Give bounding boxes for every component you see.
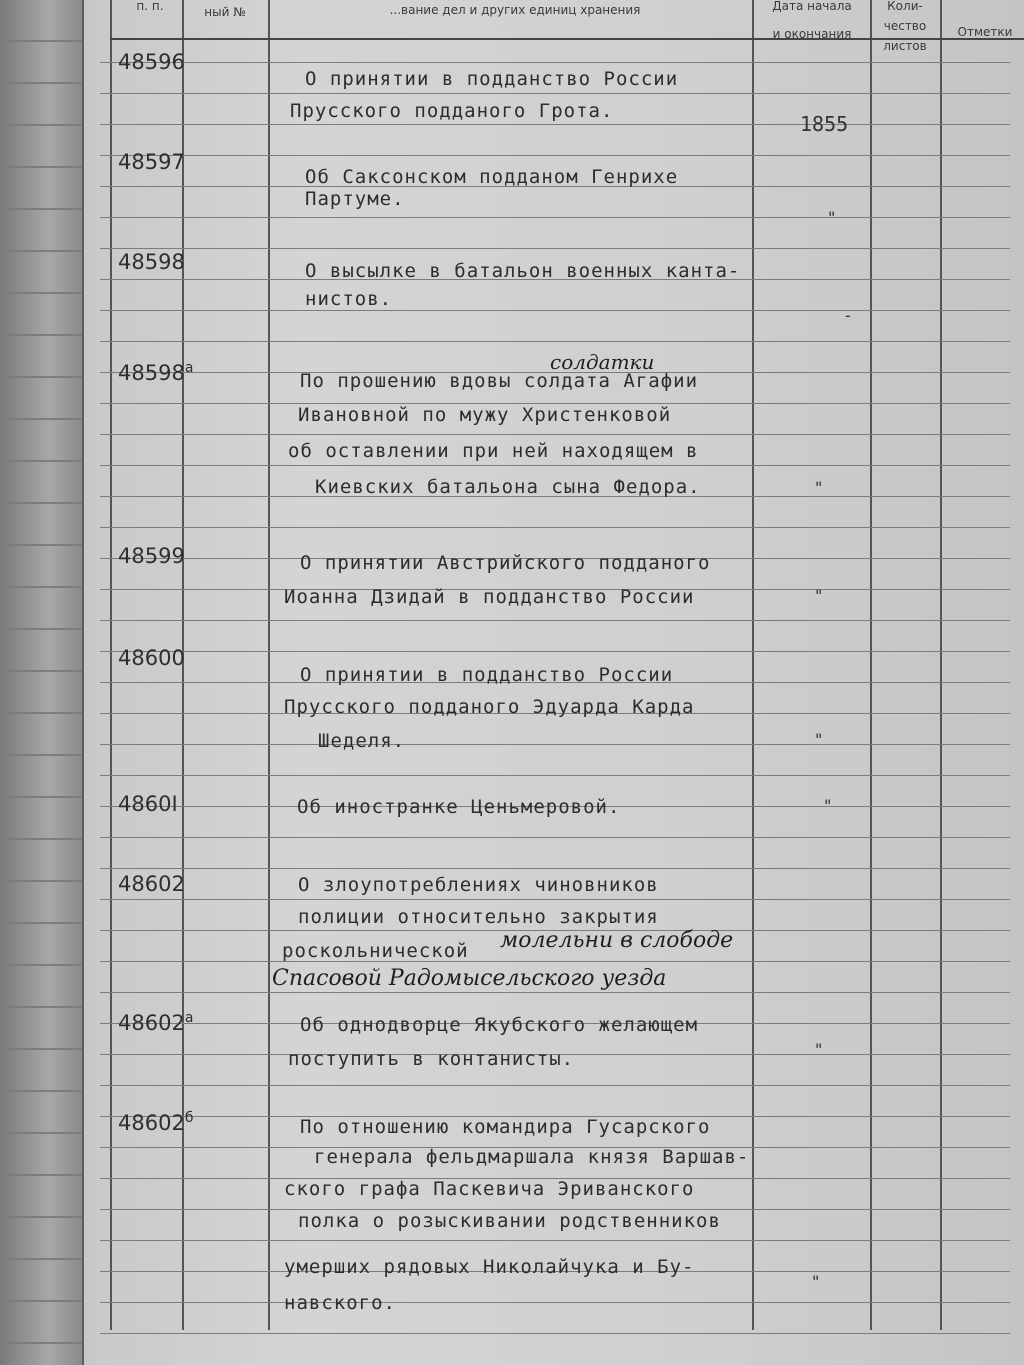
ruling-line	[100, 1333, 1010, 1334]
row-desc-line: О злоупотреблениях чиновников	[298, 874, 659, 896]
row-number	[118, 1110, 268, 1135]
row-desc-line: генерала фельдмаршала князя Варшав-	[314, 1146, 750, 1168]
row-desc-line: Киевских батальона сына Федора.	[315, 476, 701, 498]
row-number	[118, 360, 268, 385]
row-date: "	[815, 586, 823, 605]
ruling-line	[100, 465, 1010, 466]
row-desc-line: поступить в контанисты.	[288, 1048, 575, 1070]
handwritten-correction: солдатки	[550, 350, 655, 374]
row-number-value: 48602	[118, 1111, 185, 1135]
ruling-line	[100, 620, 1010, 621]
column-rule	[870, 0, 872, 1330]
header-dates-line2: и окончания	[772, 27, 852, 41]
row-desc-line: Иоанна Дзидай в подданство России	[284, 586, 695, 608]
ruling-line	[100, 93, 1010, 94]
row-desc-line: полка о розыскивании родственников	[298, 1210, 721, 1232]
row-number: 4860I	[118, 792, 178, 816]
row-desc-line: Партуме.	[305, 188, 405, 210]
header-col-title: ...вание дел и других единиц хранения	[389, 3, 641, 17]
row-date: 1855	[800, 112, 849, 136]
row-desc-line: навского.	[284, 1292, 396, 1314]
header-col-sheets	[872, 0, 938, 56]
ruling-line	[100, 527, 1010, 528]
header-dates-line1: Дата начала	[772, 0, 852, 13]
row-number: 48599	[118, 544, 185, 568]
header-col-notes: Отметки	[957, 25, 1013, 39]
ruling-line	[100, 775, 1010, 776]
ruling-line	[100, 961, 1010, 962]
row-number-suffix: а	[184, 1010, 194, 1026]
row-desc-line: ского графа Паскевича Эриванского	[284, 1178, 695, 1200]
row-date: "	[815, 478, 823, 497]
row-date: "	[815, 730, 823, 749]
row-number-value: 48602	[118, 1011, 185, 1035]
column-rule	[110, 0, 112, 1330]
row-number: 48600	[118, 646, 185, 670]
row-desc-line: По отношению командира Гусарского	[300, 1116, 711, 1138]
row-desc-line: О принятии в подданство России	[305, 68, 679, 90]
row-desc-line: умерших рядовых Николайчука и Бу-	[284, 1256, 695, 1278]
header-sheets-line2: чество	[883, 19, 927, 33]
row-number-value: 48598	[118, 361, 185, 385]
ruling-line	[100, 434, 1010, 435]
ruling-line	[100, 899, 1010, 900]
ruling-line	[100, 310, 1010, 311]
row-desc-line: Об иностранке Ценьмеровой.	[297, 796, 621, 818]
row-desc-line: Об Саксонском подданом Генрихе	[305, 166, 679, 188]
row-desc-line: Ивановной по мужу Христенковой	[298, 404, 672, 426]
handwritten-line: Спасовой Радомысельского уезда	[272, 966, 667, 991]
ruling-line	[100, 992, 1010, 993]
ruling-line	[100, 1240, 1010, 1241]
row-number: 48597	[118, 150, 185, 174]
header-col-dates	[756, 0, 868, 44]
ruling-line	[100, 744, 1010, 745]
book-binding	[0, 0, 84, 1365]
header-col-inventory: ный №	[204, 5, 246, 19]
row-desc-line: По прошению вдовы солдата Агафии	[300, 370, 699, 392]
ruling-line	[100, 1302, 1010, 1303]
row-desc-line: нистов.	[305, 288, 393, 310]
column-rule	[268, 0, 270, 1330]
ruling-line	[100, 868, 1010, 869]
row-number: 48602	[118, 872, 185, 896]
row-number: 48598	[118, 250, 185, 274]
row-date: "	[815, 1040, 823, 1059]
row-date: -	[845, 306, 851, 325]
ruling-line	[100, 248, 1010, 249]
header-col-number: п. п.	[136, 0, 164, 13]
handwritten-line: молельни в слободе	[500, 928, 734, 953]
ruling-line	[100, 217, 1010, 218]
row-desc-line: роскольнической	[282, 940, 469, 962]
ruling-line	[100, 837, 1010, 838]
row-desc-line: Прусского подданого Грота.	[290, 100, 614, 122]
ruling-line	[100, 341, 1010, 342]
row-desc-line: О принятии в подданство России	[300, 664, 674, 686]
row-desc-line: Об однодворце Якубского желающем	[300, 1014, 699, 1036]
row-desc-line: об оставлении при ней находящем в	[288, 440, 699, 462]
row-desc-line: О высылке в батальон военных канта-	[305, 260, 741, 282]
ruling-line	[100, 1085, 1010, 1086]
header-sheets-line3: листов	[883, 39, 927, 53]
column-rule	[940, 0, 942, 1330]
row-date: "	[828, 208, 836, 227]
row-number-suffix: б	[184, 1110, 194, 1126]
row-desc-line: Прусского подданого Эдуарда Карда	[284, 696, 695, 718]
row-desc-line: О принятии Австрийского подданого	[300, 552, 711, 574]
row-desc-line: Шеделя.	[318, 730, 406, 752]
row-date: "	[812, 1272, 820, 1291]
header-sheets-line1: Коли-	[887, 0, 923, 13]
row-number: 48596	[118, 50, 185, 74]
ruling-line	[100, 124, 1010, 125]
row-number	[118, 1010, 268, 1035]
column-rule	[752, 0, 754, 1330]
row-date: "	[824, 796, 832, 815]
row-number-suffix: а	[184, 360, 194, 376]
row-desc-line: полиции относительно закрытия	[298, 906, 659, 928]
